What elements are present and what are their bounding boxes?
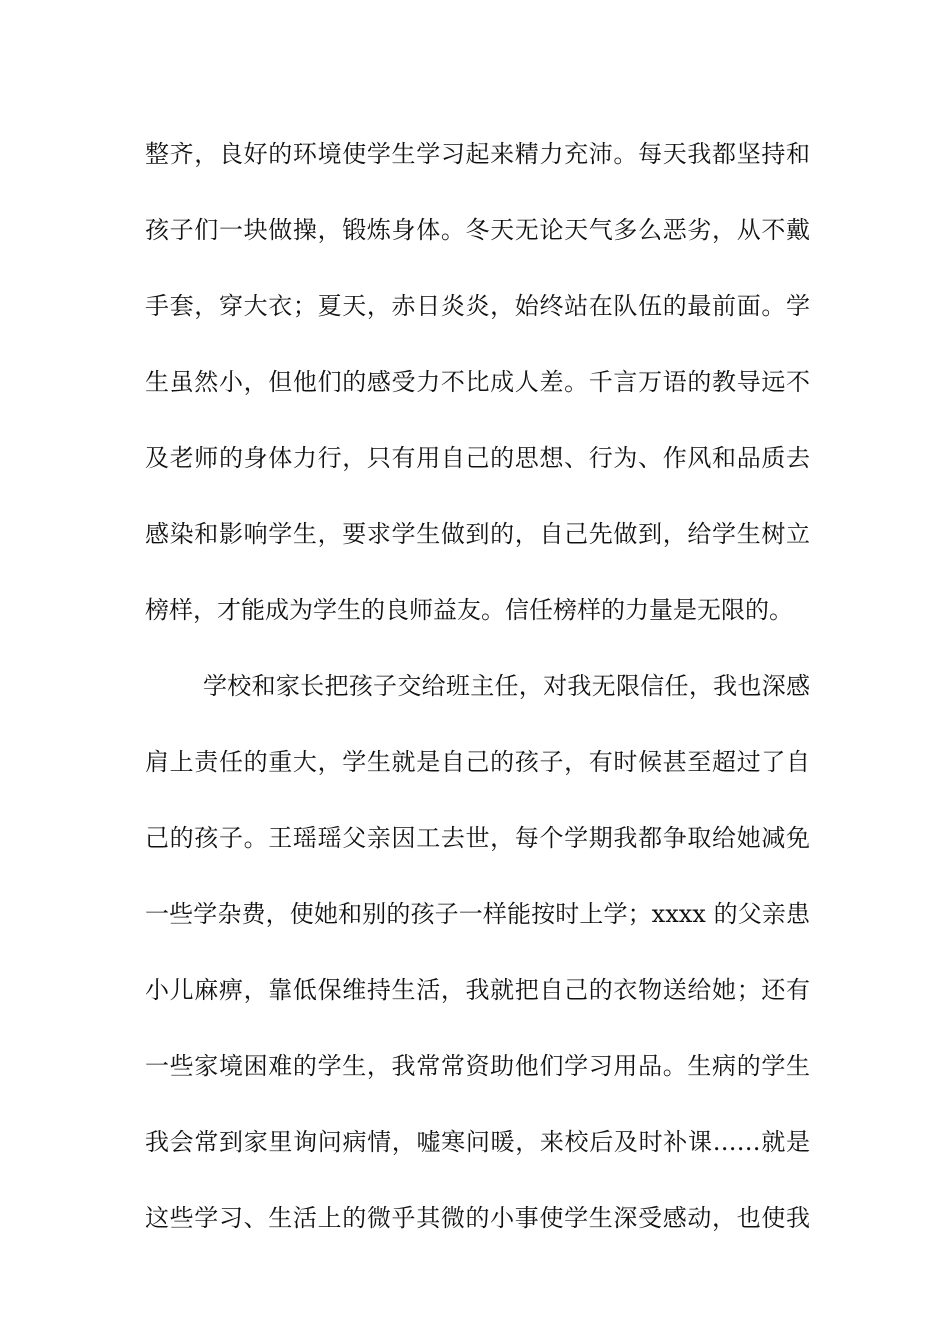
paragraph-line: 生虽然小，但他们的感受力不比成人差。千言万语的教导远不 bbox=[145, 368, 810, 396]
paragraph-line: 一些家境困难的学生，我常常资助他们学习用品。生病的学生 bbox=[145, 1052, 810, 1080]
paragraph-line: 手套，穿大衣；夏天，赤日炎炎，始终站在队伍的最前面。学 bbox=[145, 292, 810, 320]
paragraph-line: 榜样，才能成为学生的良师益友。信任榜样的力量是无限的。 bbox=[145, 596, 793, 624]
paragraph-line: 小儿麻痹，靠低保维持生活，我就把自己的衣物送给她；还有 bbox=[145, 976, 810, 1004]
paragraph-line: 感染和影响学生，要求学生做到的，自己先做到，给学生树立 bbox=[145, 520, 810, 548]
paragraph-line: 肩上责任的重大，学生就是自己的孩子，有时候甚至超过了自 bbox=[145, 748, 810, 776]
paragraph-line: 整齐，良好的环境使学生学习起来精力充沛。每天我都坚持和 bbox=[145, 140, 810, 168]
paragraph-line: 一些学杂费，使她和别的孩子一样能按时上学；xxxx 的父亲患 bbox=[145, 900, 810, 928]
paragraph-line: 这些学习、生活上的微乎其微的小事使学生深受感动，也使我 bbox=[145, 1204, 810, 1232]
paragraph-line: 孩子们一块做操，锻炼身体。冬天无论天气多么恶劣，从不戴 bbox=[145, 216, 810, 244]
paragraph-line: 我会常到家里询问病情，嘘寒问暖，来校后及时补课……就是 bbox=[145, 1128, 810, 1156]
paragraph-line: 及老师的身体力行，只有用自己的思想、行为、作风和品质去 bbox=[145, 444, 810, 472]
paragraph-line: 学校和家长把孩子交给班主任，对我无限信任，我也深感 bbox=[203, 672, 810, 700]
paragraph-line: 己的孩子。王瑶瑶父亲因工去世，每个学期我都争取给她减免 bbox=[145, 824, 810, 852]
